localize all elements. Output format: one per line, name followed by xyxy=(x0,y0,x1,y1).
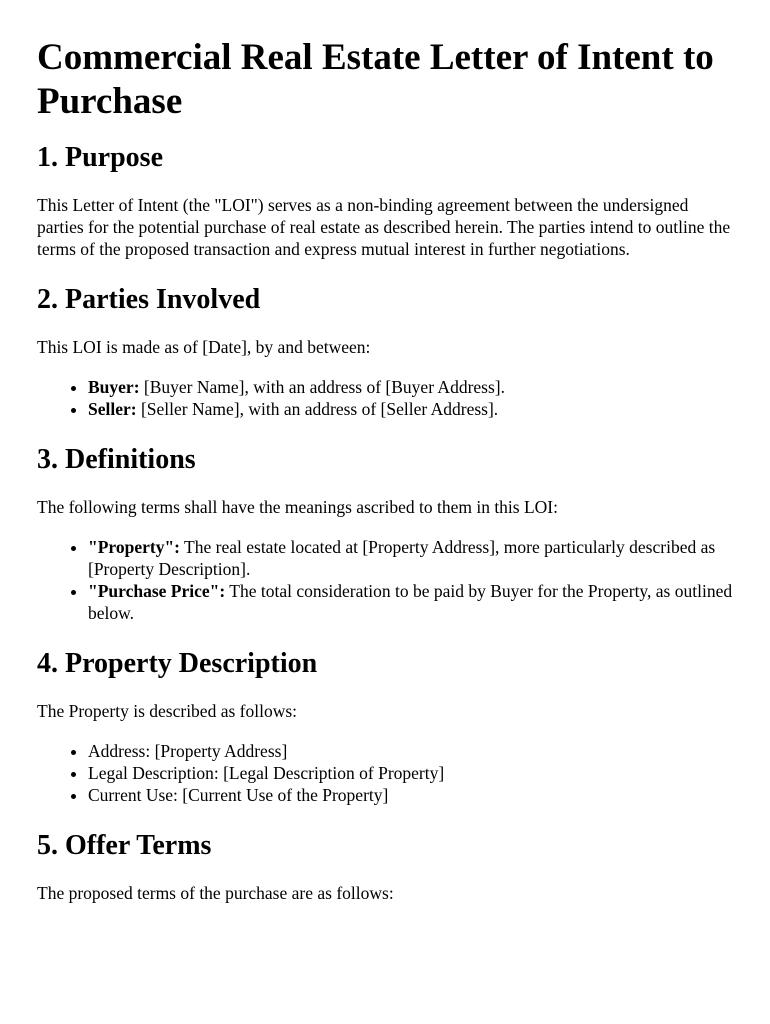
purpose-paragraph: This Letter of Intent (the "LOI") serves as a non-binding agreement between the undersigned parties for the potential purchase of real estate as described herein. The parties intend to outline the terms of the proposed transaction and express mutual interest in further negotiations. xyxy=(37,195,731,259)
section-heading-purpose: 1. Purpose xyxy=(37,142,163,173)
list-item-text: [Seller Name], with an address of [Seller Address]. xyxy=(136,399,499,419)
list-item-text: The real estate located at [Property Address], more particularly described as [Property Description]. xyxy=(88,537,716,579)
list-item: • Legal Description: [Legal Description of Property] xyxy=(88,762,733,784)
section-purpose xyxy=(37,142,733,260)
section-offer-terms xyxy=(37,830,733,904)
section-heading-parties: 2. Parties Involved xyxy=(37,284,261,315)
list-item-label: "Property": xyxy=(88,537,180,557)
list-item-label: Buyer: xyxy=(88,377,140,397)
list-item-text: [Buyer Name], with an address of [Buyer Address]. xyxy=(139,377,505,397)
list-item-label: Seller: xyxy=(88,399,137,419)
list-item: • Current Use: [Current Use of the Property] xyxy=(88,784,733,806)
list-item xyxy=(88,580,733,624)
parties-paragraph: This LOI is made as of [Date], by and between: xyxy=(37,337,371,357)
list-item: • Address: [Property Address] xyxy=(88,740,733,762)
list-item-text: The total consideration to be paid by Buyer for the Property, as outlined below. xyxy=(88,581,733,623)
definitions-paragraph: The following terms shall have the meanings ascribed to them in this LOI: xyxy=(37,497,558,517)
list-item xyxy=(88,398,733,420)
offer-paragraph: The proposed terms of the purchase are as follows: xyxy=(37,883,394,903)
section-parties xyxy=(37,284,733,420)
section-heading-definitions: 3. Definitions xyxy=(37,444,196,475)
property-paragraph: The Property is described as follows: xyxy=(37,701,298,721)
section-definitions xyxy=(37,444,733,624)
section-heading-offer: 5. Offer Terms xyxy=(37,830,212,861)
list-item xyxy=(88,536,733,580)
list-item xyxy=(88,376,733,398)
document-title: Commercial Real Estate Letter of Intent to Purchase xyxy=(37,37,714,122)
list-item-label: "Purchase Price": xyxy=(88,581,226,601)
parties-list xyxy=(37,376,733,420)
section-heading-property: 4. Property Description xyxy=(37,648,318,679)
section-property-description xyxy=(37,648,733,806)
definitions-list xyxy=(37,536,733,624)
property-list xyxy=(37,740,733,806)
